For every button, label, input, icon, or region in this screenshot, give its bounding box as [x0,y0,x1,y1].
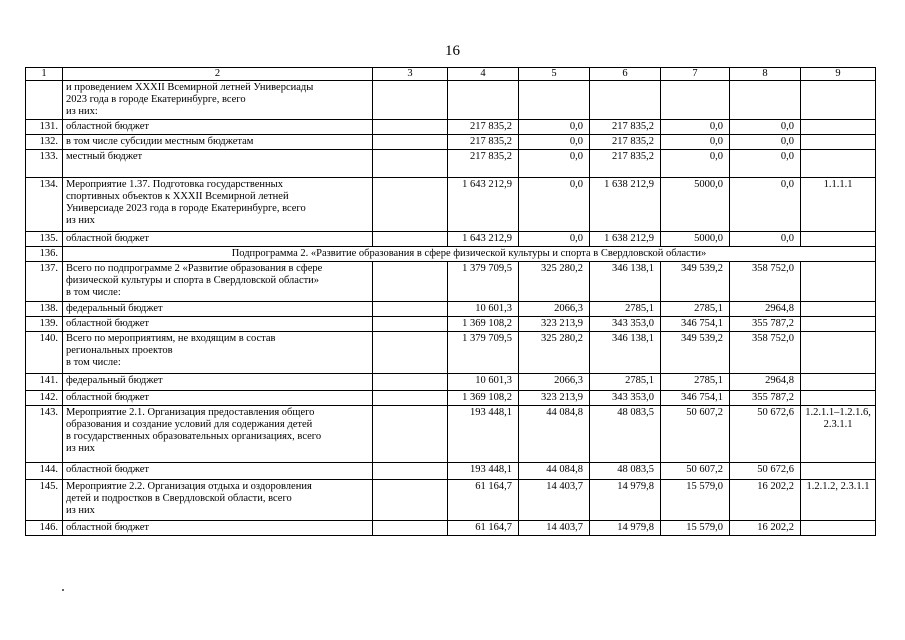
value-cell: 1 643 212,9 [448,178,519,232]
row-description [63,480,373,521]
value-cell: 61 164,7 [448,480,519,521]
description-line: Всего по подпрограмме 2 «Развитие образования в сфере [66,263,323,274]
value-cell [448,81,519,120]
row-description [63,262,373,302]
table-row [26,150,876,178]
row-description [63,317,373,332]
table-row [26,135,876,150]
value-cell: 346 138,1 [590,332,661,374]
table-row [26,120,876,135]
value-cell: 44 084,8 [519,406,590,463]
column-header: 4 [448,68,519,81]
value-cell: 0,0 [730,232,801,247]
description-line: Мероприятие 1.37. Подготовка государственных [66,179,283,190]
description-line: Мероприятие 2.2. Организация отдыха и оздоровления [66,481,312,492]
value-cell: 217 835,2 [590,135,661,150]
description-line: областной бюджет [66,233,149,244]
value-cell: 355 787,2 [730,391,801,406]
row-number: 133. [26,150,63,178]
col3-cell [373,150,448,178]
value-cell: 44 084,8 [519,463,590,480]
value-cell: 1 638 212,9 [590,232,661,247]
row-number: 136. [26,247,63,262]
table-row [26,332,876,374]
table-row [26,374,876,391]
col3-cell [373,391,448,406]
table-row [26,521,876,536]
description-line: областной бюджет [66,464,149,475]
value-cell: 48 083,5 [590,463,661,480]
column-header: 8 [730,68,801,81]
row-description [63,374,373,391]
value-cell: 1 638 212,9 [590,178,661,232]
column-header: 6 [590,68,661,81]
row-number: 137. [26,262,63,302]
value-cell: 0,0 [661,150,730,178]
value-cell: 10 601,3 [448,374,519,391]
row-number: 142. [26,391,63,406]
value-cell: 343 353,0 [590,391,661,406]
table-row [26,406,876,463]
target-ref-cell [801,81,876,120]
row-description [63,332,373,374]
value-cell: 1 379 709,5 [448,262,519,302]
value-cell: 14 403,7 [519,480,590,521]
table-row [26,391,876,406]
value-cell: 1 643 212,9 [448,232,519,247]
row-number: 146. [26,521,63,536]
row-number: 144. [26,463,63,480]
value-cell: 14 403,7 [519,521,590,536]
column-header: 3 [373,68,448,81]
value-cell: 1 369 108,2 [448,391,519,406]
value-cell: 5000,0 [661,232,730,247]
value-cell: 349 539,2 [661,262,730,302]
value-cell: 0,0 [661,135,730,150]
col3-cell [373,302,448,317]
row-description [63,521,373,536]
value-cell: 2785,1 [661,374,730,391]
target-ref-cell [801,391,876,406]
value-cell: 0,0 [519,232,590,247]
description-line: физической культуры и спорта в Свердловской области» [66,275,320,286]
table-row [26,247,876,262]
description-line: федеральный бюджет [66,303,163,314]
value-cell: 0,0 [519,178,590,232]
value-cell: 346 754,1 [661,317,730,332]
value-cell: 61 164,7 [448,521,519,536]
value-cell: 2066,3 [519,374,590,391]
row-number: 131. [26,120,63,135]
description-line: в том числе субсидии местным бюджетам [66,136,254,147]
row-number: 139. [26,317,63,332]
target-ref-cell [801,135,876,150]
table-row [26,232,876,247]
col3-cell [373,406,448,463]
target-ref-cell: 1.1.1.1 [801,178,876,232]
value-cell: 50 607,2 [661,463,730,480]
col3-cell [373,521,448,536]
target-ref-cell [801,302,876,317]
description-line: региональных проектов [66,345,173,356]
value-cell: 50 672,6 [730,406,801,463]
target-ref-cell: 1.2.1.1–1.2.1.6, 2.3.1.1 [801,406,876,463]
description-line: 2023 года в городе Екатеринбурге, всего [66,94,246,105]
table-row [26,262,876,302]
row-description [63,391,373,406]
value-cell: 323 213,9 [519,317,590,332]
column-header: 9 [801,68,876,81]
value-cell: 193 448,1 [448,406,519,463]
row-description [63,302,373,317]
value-cell: 14 979,8 [590,521,661,536]
description-line: Всего по мероприятиям, не входящим в состав [66,333,276,344]
col3-cell [373,480,448,521]
target-ref-cell [801,317,876,332]
col3-cell [373,135,448,150]
row-description [63,178,373,232]
col3-cell [373,374,448,391]
description-line: из них [66,443,95,454]
value-cell: 358 752,0 [730,332,801,374]
value-cell: 0,0 [730,135,801,150]
value-cell: 346 754,1 [661,391,730,406]
value-cell: 2785,1 [590,374,661,391]
description-line: в том числе: [66,357,121,368]
value-cell: 50 672,6 [730,463,801,480]
value-cell: 0,0 [519,120,590,135]
value-cell: 358 752,0 [730,262,801,302]
col3-cell [373,120,448,135]
target-ref-cell [801,332,876,374]
value-cell: 325 280,2 [519,332,590,374]
value-cell: 217 835,2 [448,135,519,150]
col3-cell [373,317,448,332]
row-number: 138. [26,302,63,317]
value-cell: 343 353,0 [590,317,661,332]
row-number: 135. [26,232,63,247]
value-cell: 1 369 108,2 [448,317,519,332]
row-description [63,135,373,150]
value-cell: 15 579,0 [661,480,730,521]
value-cell: 2066,3 [519,302,590,317]
table-row [26,463,876,480]
value-cell: 217 835,2 [590,150,661,178]
header-row [26,68,876,81]
target-ref-cell [801,232,876,247]
value-cell [590,81,661,120]
value-cell: 0,0 [519,150,590,178]
column-header: 1 [26,68,63,81]
col3-cell [373,232,448,247]
col3-cell [373,262,448,302]
value-cell [730,81,801,120]
budget-table [25,67,876,536]
col3-cell [373,332,448,374]
value-cell: 10 601,3 [448,302,519,317]
value-cell: 217 835,2 [590,120,661,135]
description-line: образования и создание условий для содержания детей [66,419,313,430]
description-line: из них [66,505,95,516]
table-row [26,178,876,232]
value-cell: 0,0 [730,120,801,135]
description-line: в том числе: [66,287,121,298]
value-cell: 325 280,2 [519,262,590,302]
value-cell: 346 138,1 [590,262,661,302]
value-cell: 2964,8 [730,302,801,317]
table-row [26,302,876,317]
value-cell: 0,0 [730,150,801,178]
description-line: местный бюджет [66,151,143,162]
scan-speck [62,589,64,591]
description-line: из них [66,215,95,226]
row-number: 134. [26,178,63,232]
target-ref-cell [801,521,876,536]
value-cell: 355 787,2 [730,317,801,332]
description-line: федеральный бюджет [66,375,163,386]
table-row [26,480,876,521]
value-cell: 2964,8 [730,374,801,391]
target-ref-cell [801,463,876,480]
column-header: 2 [63,68,373,81]
value-cell: 323 213,9 [519,391,590,406]
description-line: областной бюджет [66,121,149,132]
value-cell: 48 083,5 [590,406,661,463]
description-line: и проведением XXXII Всемирной летней Универсиады [66,82,314,93]
row-description [63,463,373,480]
col3-cell [373,178,448,232]
table-row [26,317,876,332]
row-description [63,150,373,178]
row-number: 141. [26,374,63,391]
value-cell: 349 539,2 [661,332,730,374]
value-cell: 193 448,1 [448,463,519,480]
row-description [63,406,373,463]
description-line: спортивных объектов к XXXII Всемирной летней [66,191,289,202]
value-cell: 5000,0 [661,178,730,232]
description-line: в государственных образовательных организациях, всего [66,431,322,442]
row-number [26,81,63,120]
value-cell: 2785,1 [661,302,730,317]
value-cell: 0,0 [730,178,801,232]
description-line: из них: [66,106,98,117]
description-line: областной бюджет [66,522,149,533]
value-cell: 16 202,2 [730,480,801,521]
target-ref-cell [801,120,876,135]
column-header: 5 [519,68,590,81]
value-cell: 50 607,2 [661,406,730,463]
value-cell [519,81,590,120]
table-row [26,81,876,120]
col3-cell [373,81,448,120]
value-cell: 16 202,2 [730,521,801,536]
description-line: областной бюджет [66,392,149,403]
section-title: Подпрограмма 2. «Развитие образования в сфере физической культуры и спорта в Свердловской области» [63,247,876,262]
value-cell [661,81,730,120]
page-number: 16 [445,43,460,59]
description-line: детей и подростков в Свердловской области, всего [66,493,292,504]
description-line: Мероприятие 2.1. Организация предоставления общего [66,407,315,418]
target-ref-cell [801,374,876,391]
value-cell: 14 979,8 [590,480,661,521]
target-ref-cell [801,150,876,178]
description-line: областной бюджет [66,318,149,329]
row-description [63,120,373,135]
target-ref-cell [801,262,876,302]
row-number: 132. [26,135,63,150]
value-cell: 15 579,0 [661,521,730,536]
row-number: 140. [26,332,63,374]
row-number: 145. [26,480,63,521]
target-ref-cell: 1.2.1.2, 2.3.1.1 [801,480,876,521]
description-line: Универсиаде 2023 года в городе Екатеринбурге, всего [66,203,306,214]
value-cell: 0,0 [661,120,730,135]
row-description [63,81,373,120]
row-number: 143. [26,406,63,463]
value-cell: 1 379 709,5 [448,332,519,374]
value-cell: 217 835,2 [448,150,519,178]
column-header: 7 [661,68,730,81]
col3-cell [373,463,448,480]
value-cell: 2785,1 [590,302,661,317]
value-cell: 0,0 [519,135,590,150]
row-description [63,232,373,247]
value-cell: 217 835,2 [448,120,519,135]
